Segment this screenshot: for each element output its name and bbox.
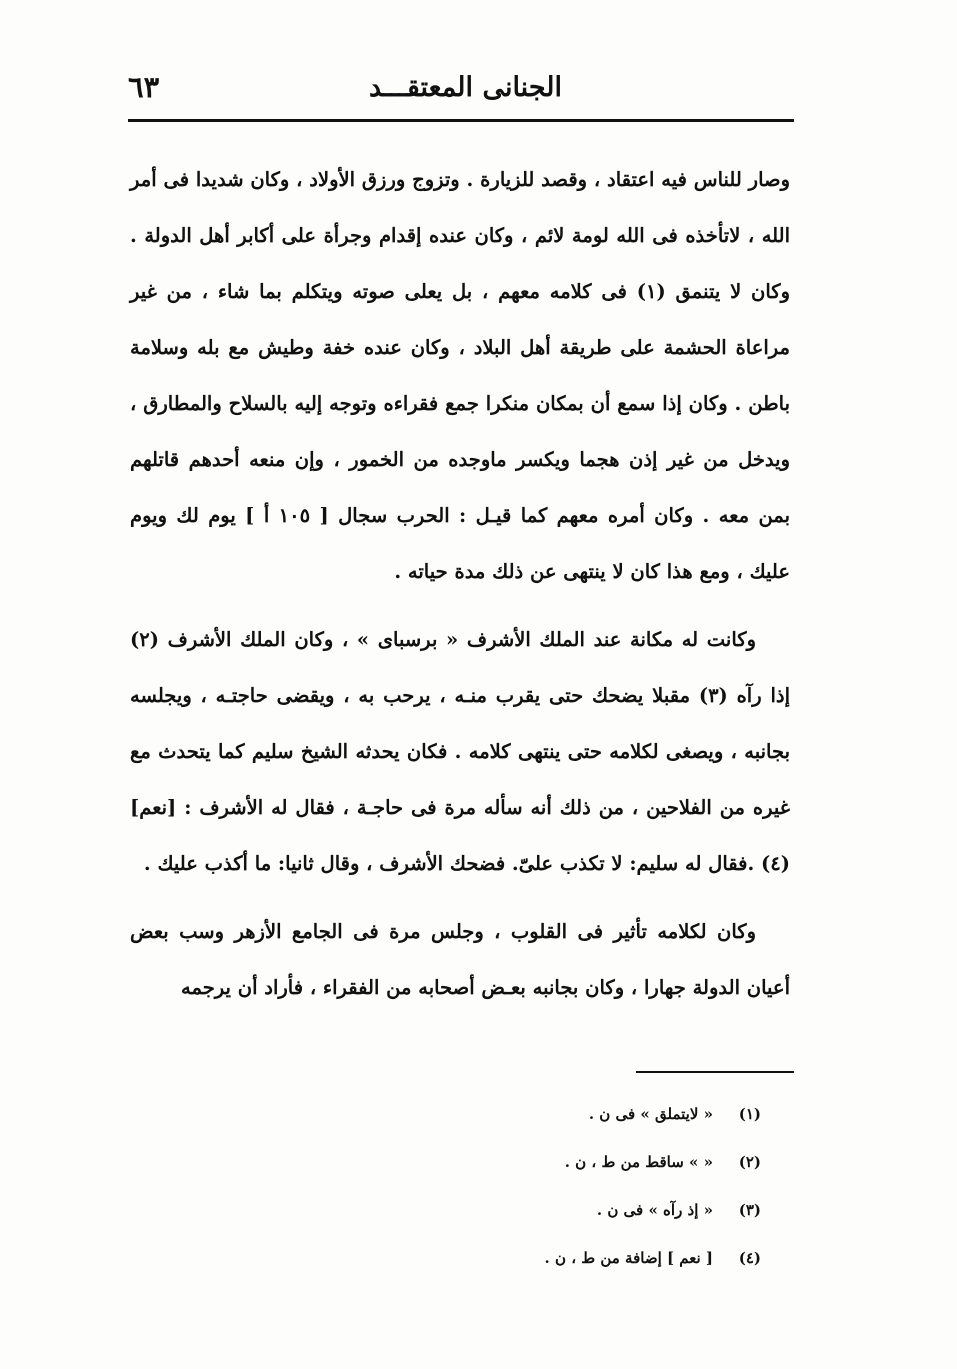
footnote-text: « لايتملق » فى ن . — [588, 1105, 713, 1123]
footnote — [361, 1142, 761, 1190]
page-number: ٦٣ — [128, 70, 160, 104]
footnote — [361, 1190, 761, 1238]
footnote-number: (٢) — [738, 1153, 761, 1171]
header-rule — [128, 119, 794, 122]
footnote-text: [ نعم ] إضافة من ط ، ن . — [544, 1249, 713, 1267]
footnote — [361, 1238, 761, 1286]
running-title: الجنانى المعتقـــد — [368, 72, 562, 103]
footnote — [361, 1094, 761, 1142]
footnote-text: « » ساقط من ط ، ن . — [564, 1153, 713, 1171]
paragraph: وصار للناس فيه اعتقاد ، وقصد للزيارة . وتزوج ورزق الأولاد ، وكان شديدا فى أمر الله ، لاتأخذه فى الله لومة لائم ، وكان عنده إقدام وجرأة على أكابر أهل الدولة . وكان لا يتنمق (١) فى كلامه معهم ، بل يعلى صوته ويتكلم بما شاء ، من غير مراعاة الحشمة على طريقة أهل البلاد ، وكان عنده خفة وطيش مع بله وسلامة باطن . وكان إذا سمع أن بمكان منكرا جمع فقراءه وتوجه إليه بالسلاح والمطارق ، ويدخل من غير إذن هجما ويكسر ماوجده من الخمور ، وإن منعه أحدهم قاتلهم بمن معه . وكان أمره معهم كما قيـل : الحرب سجال [ ١٠٥ أ ] يوم لك ويوم عليك ، ومع هذا كان لا ينتهى عن ذلك مدة حياته . — [130, 168, 791, 583]
paragraph: وكان لكلامه تأثير فى القلوب ، وجلس مرة فى الجامع الأزهر وسب بعض أعيان الدولة جهارا ، وكان بجانبه بعـض أصحابه من الفقراء ، فأراد أن يرجمه — [130, 920, 790, 999]
main-text — [130, 152, 790, 1016]
footnote-number: (٤) — [738, 1249, 761, 1267]
page-header — [128, 70, 792, 114]
paragraph: وكانت له مكانة عند الملك الأشرف « برسباى » ، وكان الملك الأشرف (٢) إذا رآه (٣) مقبلا يضحك حتى يقرب منـه ، يرحب به ، ويقضى حاجتـه ، ويجلسه بجانبه ، ويصغى لكلامه حتى ينتهى كلامه . فكان يحدثه الشيخ سليم كما يتحدث مع غيره من الفلاحين ، من ذلك أنه سأله مرة فى حاجـة ، فقال له الأشرف : [نعم] (٤) .فقال له سليم: لا تكذب علىّ. فضحك الأشرف ، وقال ثانيا: ما أكذب عليك . — [130, 628, 790, 875]
footnote-rule — [636, 1071, 794, 1073]
footnote-number: (١) — [738, 1105, 761, 1123]
footnote-text: « إذ رآه » فى ن . — [596, 1201, 713, 1219]
footnotes — [361, 1094, 761, 1286]
footnote-number: (٣) — [738, 1201, 761, 1219]
